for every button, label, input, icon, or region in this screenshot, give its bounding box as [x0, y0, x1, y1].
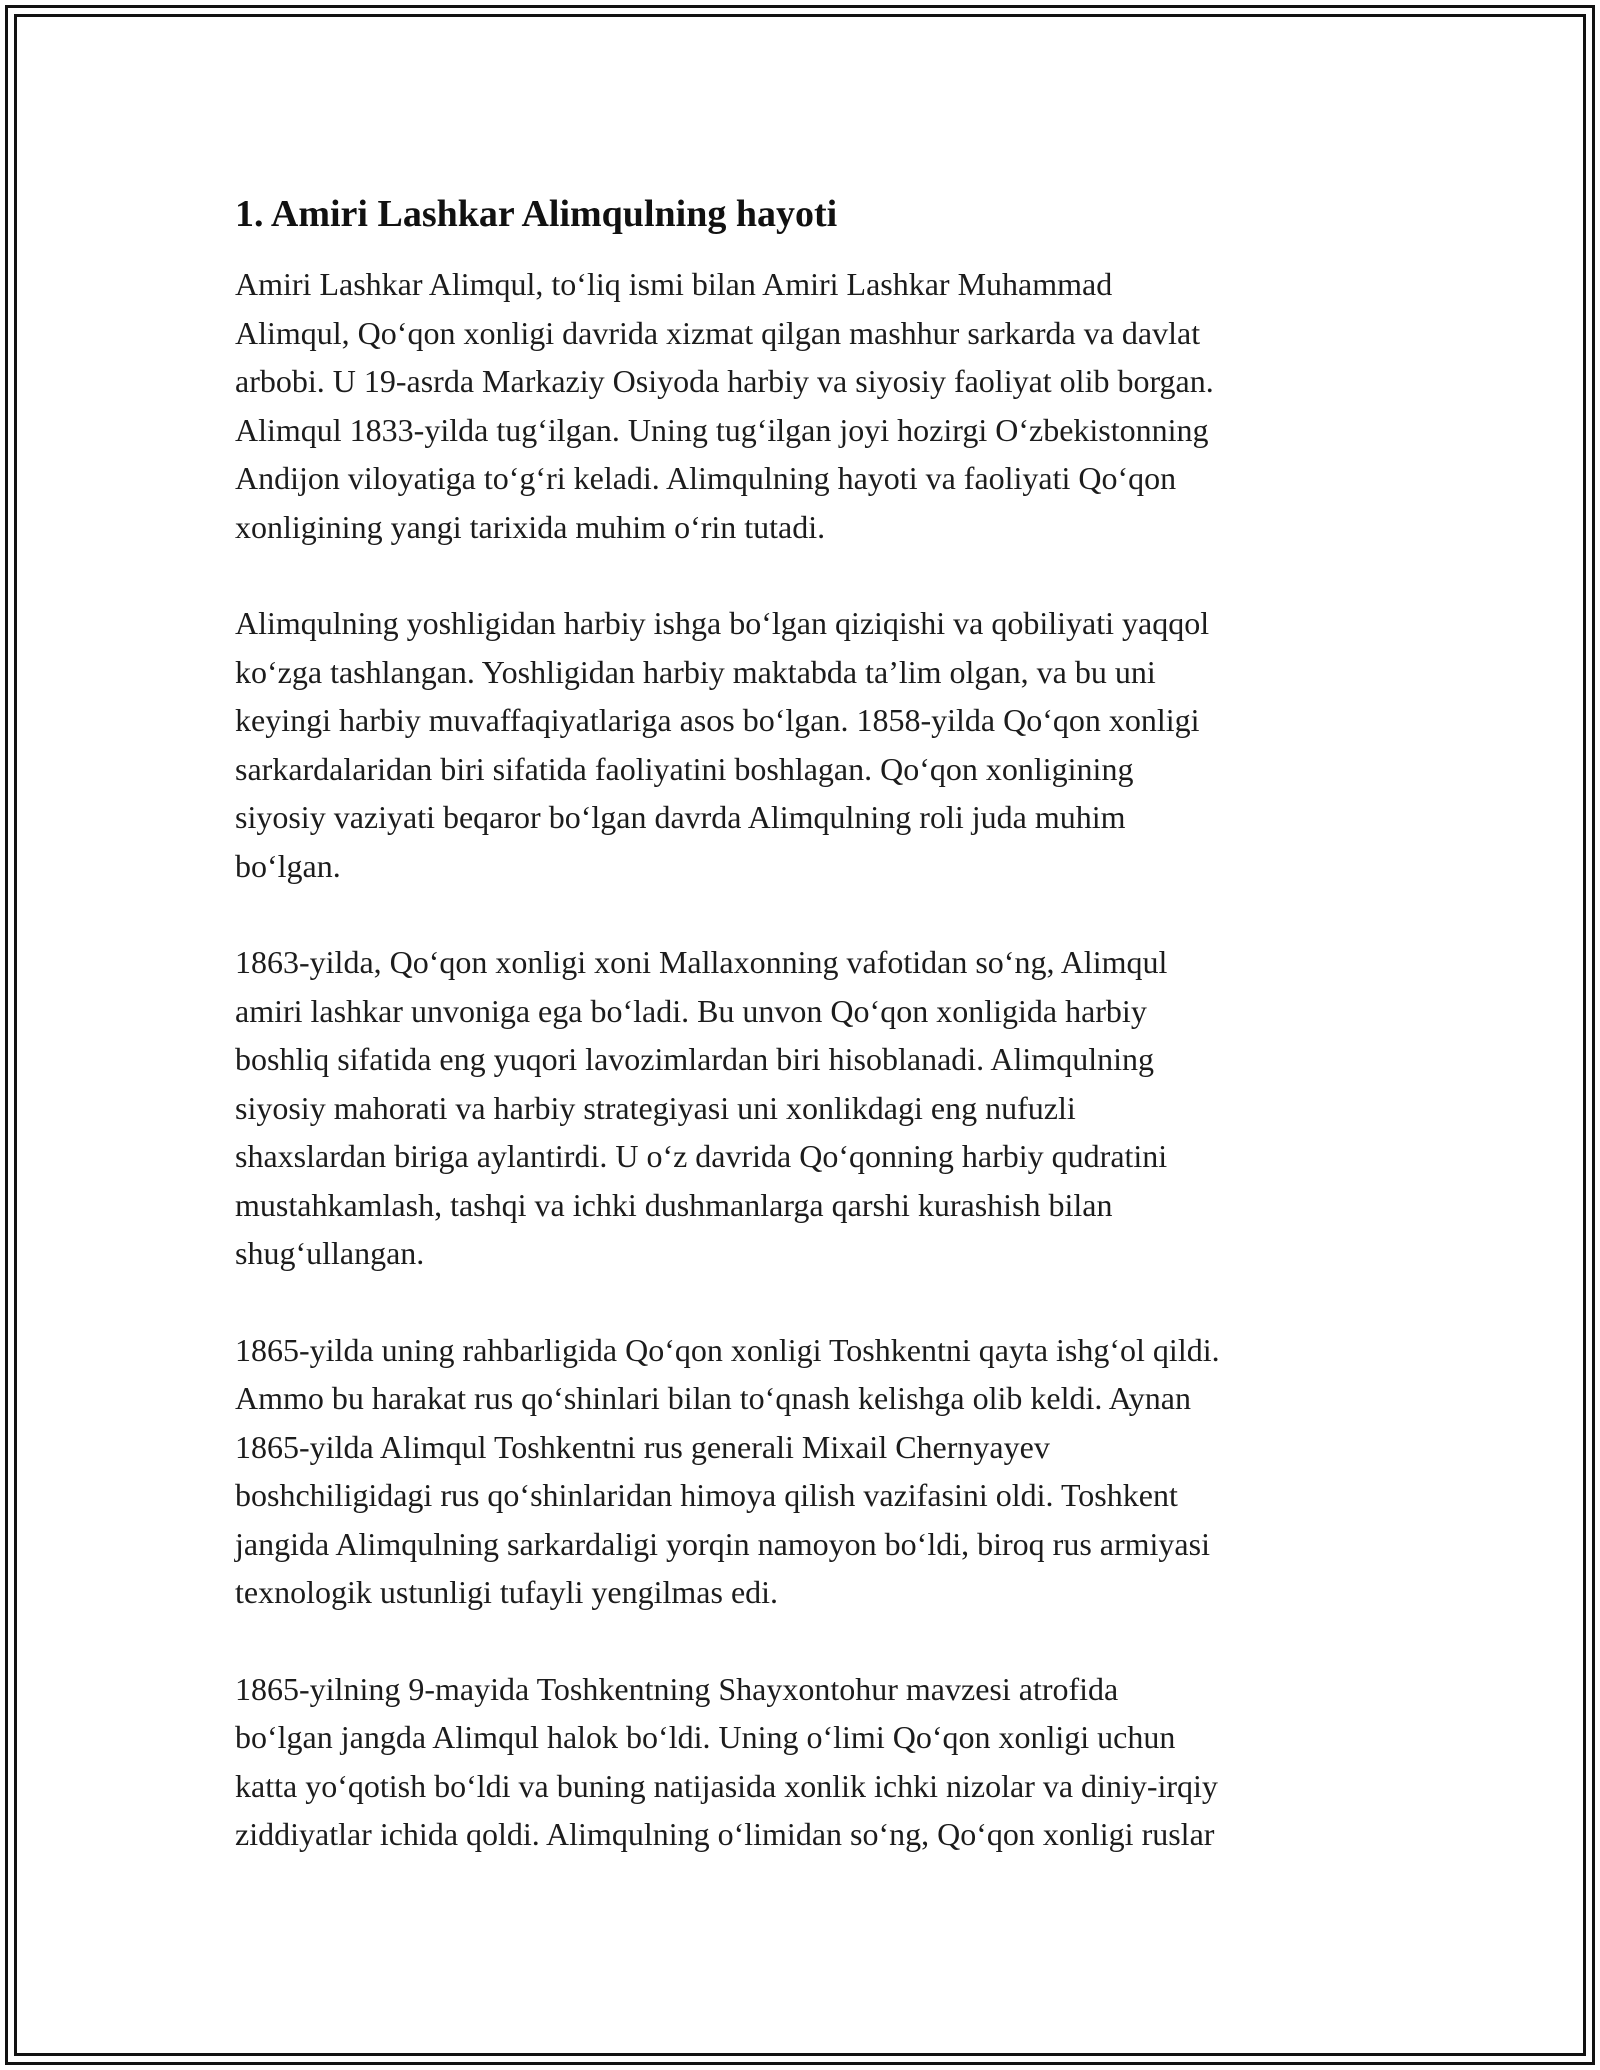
- paragraph-5: [235, 1665, 1375, 1859]
- text-line: ko‘zga tashlangan. Yoshligidan harbiy maktabda ta’lim olgan, va bu uni: [235, 653, 1156, 690]
- text-line: Alimqul 1833-yilda tug‘ilgan. Uning tug‘ilgan joyi hozirgi O‘zbekistonning: [235, 411, 1209, 448]
- paragraph-2: [235, 599, 1375, 890]
- document-body: [235, 188, 1375, 1907]
- text-line: mustahkamlash, tashqi va ichki dushmanlarga qarshi kurashish bilan: [235, 1186, 1113, 1223]
- text-line: boshchiligidagi rus qo‘shinlaridan himoya qilish vazifasini oldi. Toshkent: [235, 1477, 1178, 1513]
- text-line: shug‘ullangan.: [235, 1235, 425, 1271]
- text-line: 1865-yilning 9-mayida Toshkentning Shayxontohur mavzesi atrofida: [235, 1670, 1119, 1707]
- text-line: arbobi. U 19-asrda Markaziy Osiyoda harbiy va siyosiy faoliyat olib borgan.: [235, 363, 1214, 399]
- paragraph-1: [235, 260, 1375, 551]
- text-line: 1865-yilda uning rahbarligida Qo‘qon xonligi Toshkentni qayta ishg‘ol qildi.: [235, 1331, 1220, 1368]
- text-line: Alimqul, Qo‘qon xonligi davrida xizmat qilgan mashhur sarkarda va davlat: [235, 314, 1201, 351]
- text-line: ziddiyatlar ichida qoldi. Alimqulning o‘limidan so‘ng, Qo‘qon xonligi ruslar: [235, 1816, 1215, 1852]
- text-line: texnologik ustunligi tufayli yengilmas edi.: [235, 1574, 779, 1610]
- text-line: amiri lashkar unvoniga ega bo‘ladi. Bu unvon Qo‘qon xonligida harbiy: [235, 992, 1147, 1029]
- paragraph-4: [235, 1326, 1375, 1617]
- text-line: jangida Alimqulning sarkardaligi yorqin namoyon bo‘ldi, biroq rus armiyasi: [235, 1525, 1210, 1562]
- text-line: 1863-yilda, Qo‘qon xonligi xoni Mallaxonning vafotidan so‘ng, Alimqul: [235, 944, 1168, 980]
- text-line: keyingi harbiy muvaffaqiyatlariga asos bo‘lgan. 1858-yilda Qo‘qon xonligi: [235, 702, 1200, 738]
- paragraph-3: [235, 938, 1375, 1278]
- text-line: Alimqulning yoshligidan harbiy ishga bo‘lgan qiziqishi va qobiliyati yaqqol: [235, 605, 1210, 641]
- text-line: Amiri Lashkar Alimqul, to‘liq ismi bilan Amiri Lashkar Muhammad: [235, 266, 1113, 302]
- text-line: 1865-yilda Alimqul Toshkentni rus generali Mixail Chernyayev: [235, 1428, 1050, 1465]
- text-line: shaxslardan biriga aylantirdi. U o‘z davrida Qo‘qonning harbiy qudratini: [235, 1138, 1168, 1174]
- text-line: siyosiy vaziyati beqaror bo‘lgan davrda Alimqulning roli juda muhim: [235, 799, 1126, 835]
- section-heading: 1. Amiri Lashkar Alimqulning hayoti: [235, 193, 838, 235]
- text-line: bo‘lgan.: [235, 847, 341, 884]
- text-line: sarkardalaridan biri sifatida faoliyatini boshlagan. Qo‘qon xonligining: [235, 750, 1134, 787]
- text-line: katta yo‘qotish bo‘ldi va buning natijasida xonlik ichki nizolar va diniy-irqiy: [235, 1767, 1218, 1804]
- text-line: xonligining yangi tarixida muhim o‘rin tutadi.: [235, 508, 826, 545]
- text-line: Andijon viloyatiga to‘g‘ri keladi. Alimqulning hayoti va faoliyati Qo‘qon: [235, 460, 1177, 496]
- text-line: bo‘lgan jangda Alimqul halok bo‘ldi. Uning o‘limi Qo‘qon xonligi uchun: [235, 1719, 1176, 1755]
- text-line: siyosiy mahorati va harbiy strategiyasi uni xonlikdagi eng nufuzli: [235, 1089, 1076, 1126]
- text-line: boshliq sifatida eng yuqori lavozimlardan biri hisoblanadi. Alimqulning: [235, 1041, 1154, 1077]
- text-line: Ammo bu harakat rus qo‘shinlari bilan to‘qnash kelishga olib keldi. Aynan: [235, 1380, 1191, 1416]
